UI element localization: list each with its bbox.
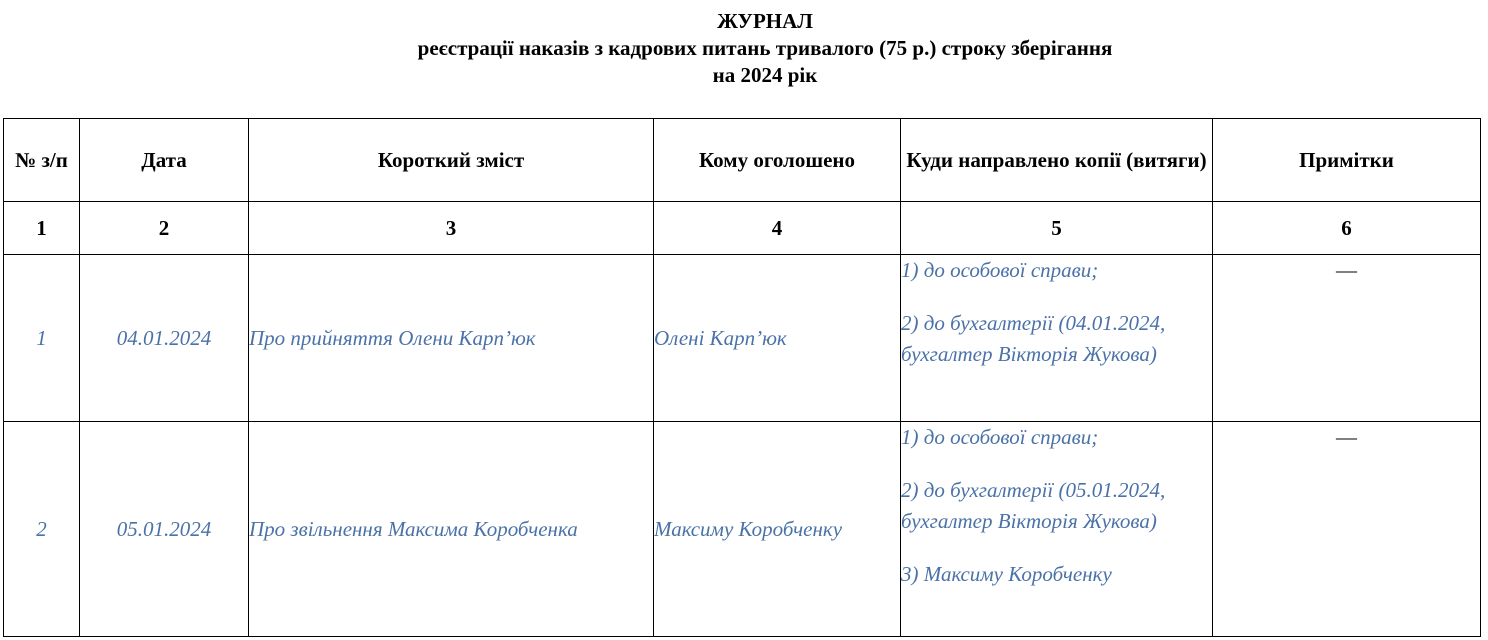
header-date: Дата	[80, 119, 249, 202]
copy-destination: 3) Максиму Коробченку	[901, 562, 1112, 586]
document-title	[0, 8, 1488, 89]
column-number: 2	[80, 202, 249, 255]
row-number: 2	[4, 422, 80, 637]
column-number: 1	[4, 202, 80, 255]
header-number: № з/п	[4, 119, 80, 202]
column-number-row	[4, 202, 1481, 255]
copy-destination: 2) до бухгалтерії (05.01.2024, бухгалтер Вікторія Жукова)	[901, 478, 1166, 533]
row-notes: —	[1213, 422, 1481, 637]
column-number: 3	[249, 202, 654, 255]
title-line-1: ЖУРНАЛ	[717, 9, 813, 33]
row-date: 05.01.2024	[80, 422, 249, 637]
copy-destination: 1) до особової справи;	[901, 258, 1099, 282]
row-notes: —	[1213, 255, 1481, 422]
column-number: 6	[1213, 202, 1481, 255]
copy-destination: 1) до особової справи;	[901, 425, 1099, 449]
header-notes: Примітки	[1213, 119, 1481, 202]
row-summary: Про прийняття Олени Карп’юк	[249, 255, 654, 422]
header-announced-to: Кому оголошено	[654, 119, 901, 202]
row-copies	[901, 255, 1213, 422]
table-row	[4, 255, 1481, 422]
header-copies: Куди направлено копії (витяги)	[901, 119, 1213, 202]
table-row	[4, 422, 1481, 637]
header-row	[4, 119, 1481, 202]
row-summary: Про звільнення Максима Коробченка	[249, 422, 654, 637]
column-number: 5	[901, 202, 1213, 255]
title-line-3: на 2024 рік	[712, 63, 818, 87]
row-announced-to: Максиму Коробченку	[654, 422, 901, 637]
journal-table	[3, 118, 1481, 637]
column-number: 4	[654, 202, 901, 255]
header-summary: Короткий зміст	[249, 119, 654, 202]
copy-destination: 2) до бухгалтерії (04.01.2024, бухгалтер Вікторія Жукова)	[901, 311, 1166, 366]
row-number: 1	[4, 255, 80, 422]
title-line-2: реєстрації наказів з кадрових питань тривалого (75 р.) строку зберігання	[417, 36, 1113, 60]
row-announced-to: Олені Карп’юк	[654, 255, 901, 422]
row-copies	[901, 422, 1213, 637]
row-date: 04.01.2024	[80, 255, 249, 422]
